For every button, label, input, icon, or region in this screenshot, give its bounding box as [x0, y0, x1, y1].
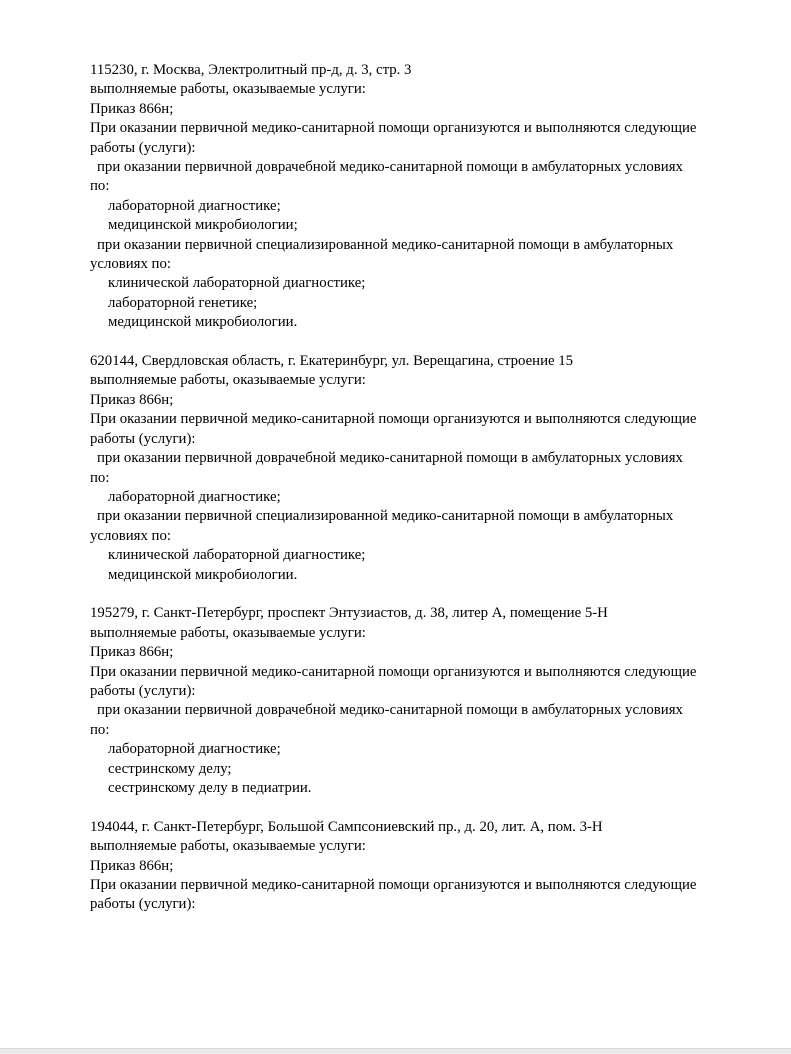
- document-line: Приказ 866н;: [90, 391, 174, 408]
- document-line: медицинской микробиологии.: [108, 566, 298, 583]
- license-address-block: [90, 818, 741, 915]
- document-line: при оказании первичной специализированной медико-санитарной помощи в амбулаторных: [97, 236, 674, 253]
- document-line: лабораторной генетике;: [108, 294, 258, 311]
- address-line: 195279, г. Санкт-Петербург, проспект Энтузиастов, д. 38, литер А, помещение 5-Н: [90, 605, 608, 622]
- address-line: 115230, г. Москва, Электролитный пр-д, д. 3, стр. 3: [90, 62, 412, 78]
- document-line: медицинской микробиологии;: [108, 217, 298, 234]
- document-line: При оказании первичной медико-санитарной помощи организуются и выполняются следующие: [90, 663, 697, 680]
- document-line: условиях по:: [90, 527, 171, 544]
- document-line: выполняемые работы, оказываемые услуги:: [90, 624, 366, 641]
- document-line: Приказ 866н;: [90, 100, 174, 117]
- document-line: работы (услуги):: [90, 139, 196, 156]
- document-line: условиях по:: [90, 256, 171, 273]
- document-line: работы (услуги):: [90, 430, 196, 447]
- document-line: при оказании первичной доврачебной медико-санитарной помощи в амбулаторных условиях: [97, 702, 683, 719]
- document-line: При оказании первичной медико-санитарной помощи организуются и выполняются следующие: [90, 411, 697, 428]
- document-line: клинической лабораторной диагностике;: [108, 547, 366, 564]
- document-line: по:: [90, 178, 110, 195]
- document-line: Приказ 866н;: [90, 857, 174, 874]
- document-line: При оказании первичной медико-санитарной помощи организуются и выполняются следующие: [90, 120, 697, 137]
- document-line: При оказании первичной медико-санитарной помощи организуются и выполняются следующие: [90, 877, 697, 894]
- document-line: по:: [90, 721, 110, 738]
- document-line: выполняемые работы, оказываемые услуги:: [90, 372, 366, 389]
- page-bottom-bar: [0, 1048, 791, 1054]
- document-line: при оказании первичной доврачебной медико-санитарной помощи в амбулаторных условиях: [97, 159, 683, 176]
- document-line: при оказании первичной доврачебной медико-санитарной помощи в амбулаторных условиях: [97, 450, 683, 467]
- document-line: выполняемые работы, оказываемые услуги:: [90, 838, 366, 855]
- document-line: лабораторной диагностике;: [108, 488, 281, 505]
- license-address-block: [90, 604, 741, 798]
- document-line: лабораторной диагностике;: [108, 741, 281, 758]
- address-line: 194044, г. Санкт-Петербург, Большой Сампсониевский пр., д. 20, лит. А, пом. 3-Н: [90, 818, 603, 835]
- document-line: работы (услуги):: [90, 896, 196, 913]
- license-address-block: [90, 352, 741, 585]
- document-line: Приказ 866н;: [90, 644, 174, 661]
- document-line: лабораторной диагностике;: [108, 197, 281, 214]
- document-line: по:: [90, 469, 110, 486]
- license-address-block: [90, 61, 741, 333]
- address-line: 620144, Свердловская область, г. Екатеринбург, ул. Верещагина, строение 15: [90, 353, 574, 370]
- document-line: сестринскому делу в педиатрии.: [108, 780, 312, 796]
- document-line: клинической лабораторной диагностике;: [108, 275, 366, 292]
- document-line: при оказании первичной специализированной медико-санитарной помощи в амбулаторных: [97, 508, 674, 525]
- document-line: сестринскому делу;: [108, 760, 232, 777]
- document-line: работы (услуги):: [90, 682, 196, 699]
- document-line: выполняемые работы, оказываемые услуги:: [90, 81, 366, 98]
- document-line: медицинской микробиологии.: [108, 314, 298, 331]
